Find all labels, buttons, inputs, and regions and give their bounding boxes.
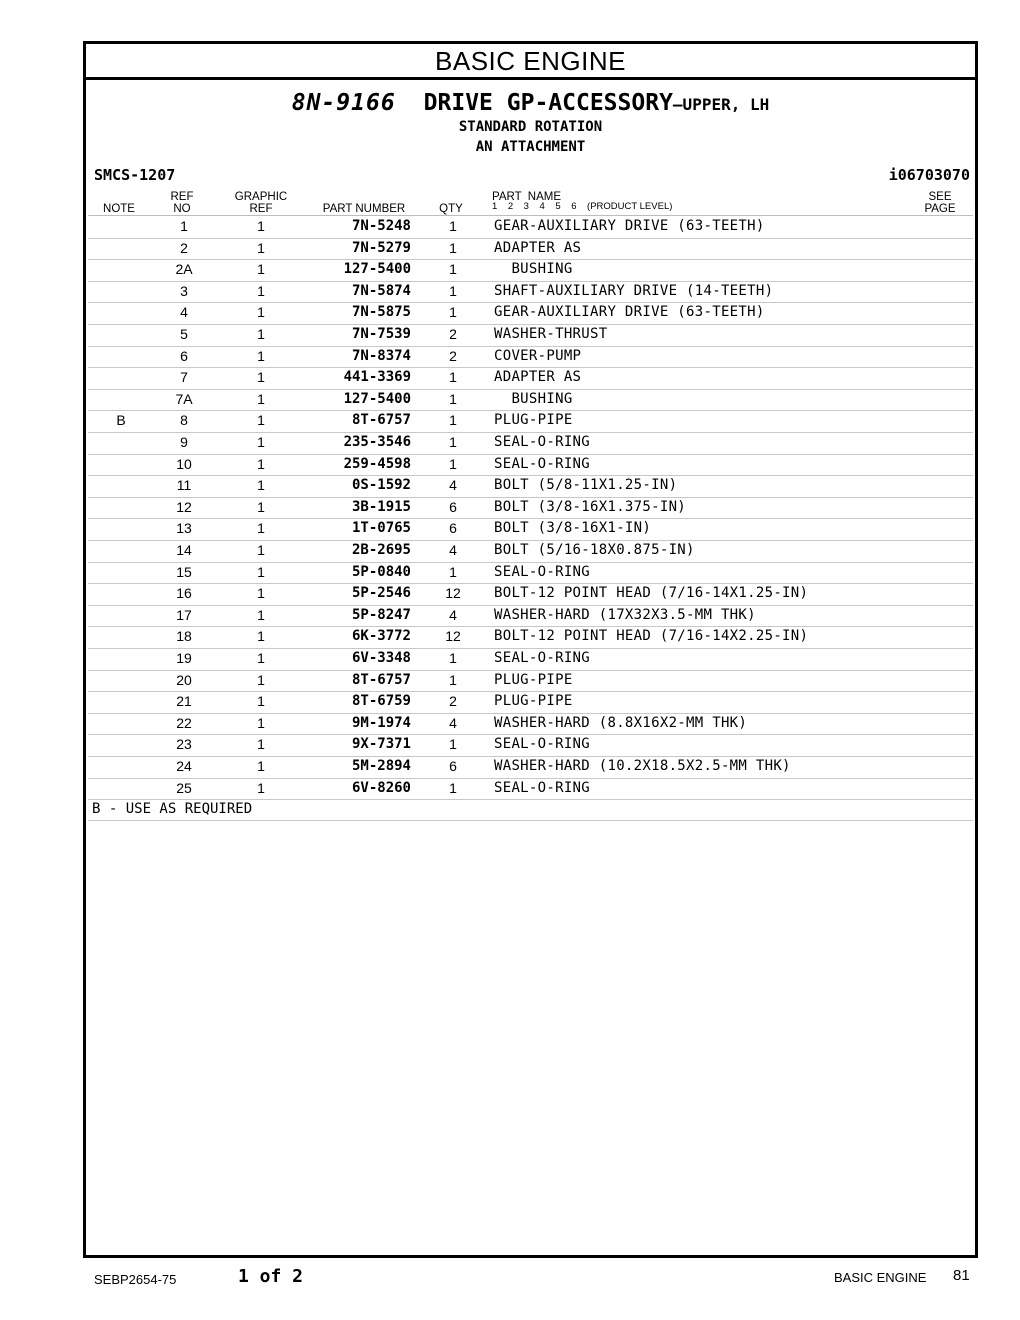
col-ref-header-bottom: NO xyxy=(173,203,191,215)
graphic-ref: 1 xyxy=(257,434,265,450)
graphic-ref: 1 xyxy=(257,779,265,796)
part-name: PLUG-PIPE xyxy=(494,671,573,688)
ref-number: 13 xyxy=(176,520,192,537)
graphic-ref: 1 xyxy=(257,650,265,666)
table-row xyxy=(88,216,973,239)
table-row xyxy=(88,518,973,541)
footnote-row xyxy=(88,799,973,821)
quantity: 2 xyxy=(449,347,457,364)
part-name: SEAL-O-RING xyxy=(494,563,591,580)
quantity: 12 xyxy=(445,628,461,645)
part-note: B xyxy=(116,412,126,429)
part-name: BOLT-12 POINT HEAD (7/16-14X1.25-IN) xyxy=(494,585,809,602)
part-name: WASHER-HARD (8.8X16X2-MM THK) xyxy=(494,714,748,731)
ref-number: 17 xyxy=(176,606,192,623)
table-row xyxy=(88,281,973,304)
graphic-ref: 1 xyxy=(257,606,265,623)
table-row xyxy=(88,454,973,477)
graphic-ref: 1 xyxy=(257,239,265,256)
ref-number: 1 xyxy=(180,218,188,234)
quantity: 4 xyxy=(449,606,457,623)
graphic-ref: 1 xyxy=(257,693,265,710)
ref-number: 2 xyxy=(180,239,188,256)
graphic-ref: 1 xyxy=(257,758,265,774)
graphic-ref: 1 xyxy=(257,390,265,407)
part-name: WASHER-HARD (17X32X3.5-MM THK) xyxy=(494,606,756,623)
part-name: ADAPTER AS xyxy=(494,369,582,386)
graphic-ref: 1 xyxy=(257,282,265,299)
part-number: 5P-0840 xyxy=(351,563,411,580)
part-number: 7N-5279 xyxy=(351,239,411,256)
part-number: 1T-0765 xyxy=(351,520,411,537)
ref-number: 5 xyxy=(180,326,188,342)
quantity: 1 xyxy=(449,455,457,472)
part-number: 6V-3348 xyxy=(351,650,411,666)
table-row xyxy=(88,583,973,606)
part-number: 7N-8374 xyxy=(351,347,411,364)
col-ref-header-top: REF xyxy=(170,191,194,203)
graphic-ref: 1 xyxy=(257,563,265,580)
table-row xyxy=(88,734,973,757)
ref-number: 20 xyxy=(176,671,192,688)
part-name: PLUG-PIPE xyxy=(494,412,573,429)
part-number: 7N-7539 xyxy=(351,326,411,342)
graphic-ref: 1 xyxy=(257,347,265,364)
graphic-ref: 1 xyxy=(257,498,265,515)
graphic-ref: 1 xyxy=(257,369,265,386)
table-row xyxy=(88,648,973,671)
quantity: 6 xyxy=(449,520,457,537)
quantity: 1 xyxy=(449,563,457,580)
part-name: BUSHING xyxy=(494,261,573,278)
part-name: SEAL-O-RING xyxy=(494,650,591,666)
ref-number: 7A xyxy=(175,390,193,407)
ref-number: 2A xyxy=(175,261,193,278)
table-row xyxy=(88,259,973,282)
ref-number: 9 xyxy=(180,434,188,450)
illustration-id: i06703070 xyxy=(888,166,970,184)
part-name: WASHER-HARD (10.2X18.5X2.5-MM THK) xyxy=(494,758,791,774)
ref-number: 16 xyxy=(176,585,192,602)
quantity: 1 xyxy=(449,736,457,753)
quantity: 1 xyxy=(449,779,457,796)
graphic-ref: 1 xyxy=(257,477,265,494)
graphic-ref: 1 xyxy=(257,628,265,645)
part-number: 441-3369 xyxy=(343,369,411,386)
section-title: BASIC ENGINE xyxy=(86,44,975,80)
part-number: 3B-1915 xyxy=(351,498,411,515)
table-row xyxy=(88,540,973,563)
group-heading xyxy=(86,88,975,120)
quantity: 4 xyxy=(449,477,457,494)
part-number: 5M-2894 xyxy=(351,758,411,774)
col-see-header-bottom: PAGE xyxy=(924,203,956,215)
smcs-code: SMCS-1207 xyxy=(94,166,176,184)
quantity: 1 xyxy=(449,369,457,386)
footnote-text: B - USE AS REQUIRED xyxy=(92,801,253,818)
part-name: BOLT-12 POINT HEAD (7/16-14X2.25-IN) xyxy=(494,628,809,645)
quantity: 1 xyxy=(449,412,457,429)
quantity: 1 xyxy=(449,650,457,666)
ref-number: 11 xyxy=(176,477,192,494)
quantity: 12 xyxy=(445,585,461,602)
col-part-name-header: PART NAME xyxy=(492,191,562,203)
part-name: BOLT (5/8-11X1.25-IN) xyxy=(494,477,678,494)
table-row xyxy=(88,238,973,261)
ref-number: 8 xyxy=(180,412,188,429)
quantity: 1 xyxy=(449,304,457,321)
group-subtitle-attachment: AN ATTACHMENT xyxy=(475,139,586,155)
quantity: 1 xyxy=(449,261,457,278)
part-name: SEAL-O-RING xyxy=(494,736,591,753)
col-part-number-header: PART NUMBER xyxy=(322,203,406,215)
part-number: 6V-8260 xyxy=(351,779,411,796)
part-name: PLUG-PIPE xyxy=(494,693,573,710)
part-name: GEAR-AUXILIARY DRIVE (63-TEETH) xyxy=(494,304,765,321)
ref-number: 25 xyxy=(176,779,192,796)
quantity: 6 xyxy=(449,758,457,774)
part-name: BUSHING xyxy=(494,390,573,407)
part-number: 8T-6757 xyxy=(351,671,411,688)
graphic-ref: 1 xyxy=(257,736,265,753)
product-level-header: 1 2 3 4 5 6 (PRODUCT LEVEL) xyxy=(492,201,673,212)
quantity: 1 xyxy=(449,434,457,450)
ref-number: 7 xyxy=(180,369,188,386)
graphic-ref: 1 xyxy=(257,542,265,558)
table-row xyxy=(88,605,973,628)
part-name: ADAPTER AS xyxy=(494,239,582,256)
graphic-ref: 1 xyxy=(257,671,265,688)
table-row xyxy=(88,778,973,801)
quantity: 1 xyxy=(449,671,457,688)
part-number: 7N-5248 xyxy=(351,218,411,234)
part-number: 235-3546 xyxy=(343,434,411,450)
quantity: 1 xyxy=(449,218,457,234)
ref-number: 10 xyxy=(176,455,192,472)
part-number: 5P-8247 xyxy=(351,606,411,623)
part-name: GEAR-AUXILIARY DRIVE (63-TEETH) xyxy=(494,218,765,234)
footer-document-id: SEBP2654-75 xyxy=(94,1272,177,1287)
graphic-ref: 1 xyxy=(257,714,265,731)
table-row xyxy=(88,756,973,779)
col-note-header: NOTE xyxy=(103,203,135,215)
quantity: 2 xyxy=(449,326,457,342)
graphic-ref: 1 xyxy=(257,261,265,278)
col-graphic-header-top: GRAPHIC xyxy=(234,191,288,203)
ref-number: 22 xyxy=(176,714,192,731)
quantity: 4 xyxy=(449,714,457,731)
part-name: WASHER-THRUST xyxy=(494,326,608,342)
col-qty-header: QTY xyxy=(439,203,463,215)
part-number: 0S-1592 xyxy=(351,477,411,494)
ref-number: 12 xyxy=(176,498,192,515)
part-name: BOLT (3/8-16X1.375-IN) xyxy=(494,498,687,515)
table-row xyxy=(88,562,973,585)
table-row xyxy=(88,367,973,390)
part-number: 259-4598 xyxy=(343,455,411,472)
ref-number: 23 xyxy=(176,736,192,753)
graphic-ref: 1 xyxy=(257,218,265,234)
table-row xyxy=(88,346,973,369)
part-name: SHAFT-AUXILIARY DRIVE (14-TEETH) xyxy=(494,282,774,299)
ref-number: 18 xyxy=(176,628,192,645)
table-row xyxy=(88,389,973,412)
group-suffix: —UPPER, LH xyxy=(672,95,770,114)
table-row xyxy=(88,324,973,347)
ref-number: 3 xyxy=(180,282,188,299)
graphic-ref: 1 xyxy=(257,304,265,321)
part-number: 2B-2695 xyxy=(351,542,411,558)
part-number: 127-5400 xyxy=(343,390,411,407)
col-see-header-top: SEE xyxy=(928,191,952,203)
group-name: DRIVE GP-ACCESSORY xyxy=(423,90,673,116)
part-name: BOLT (5/16-18X0.875-IN) xyxy=(494,542,695,558)
table-row xyxy=(88,626,973,649)
parts-page-frame xyxy=(83,41,978,1258)
footer-section-name: BASIC ENGINE xyxy=(834,1270,927,1285)
quantity: 1 xyxy=(449,282,457,299)
ref-number: 14 xyxy=(176,542,192,558)
ref-number: 24 xyxy=(176,758,192,774)
group-subtitle-rotation: STANDARD ROTATION xyxy=(458,119,603,135)
quantity: 4 xyxy=(449,542,457,558)
table-row xyxy=(88,410,973,433)
part-number: 8T-6759 xyxy=(351,693,411,710)
part-name: SEAL-O-RING xyxy=(494,434,591,450)
part-name: SEAL-O-RING xyxy=(494,455,591,472)
footer-page-number: 81 xyxy=(953,1267,970,1284)
table-row xyxy=(88,497,973,520)
group-part-number: 8N-9166 xyxy=(291,90,396,116)
table-row xyxy=(88,691,973,714)
graphic-ref: 1 xyxy=(257,520,265,537)
ref-number: 19 xyxy=(176,650,192,666)
graphic-ref: 1 xyxy=(257,455,265,472)
part-number: 9X-7371 xyxy=(351,736,411,753)
quantity: 1 xyxy=(449,390,457,407)
footer-page-of: 1 of 2 xyxy=(238,1266,304,1287)
ref-number: 4 xyxy=(180,304,188,321)
table-row xyxy=(88,475,973,498)
part-number: 8T-6757 xyxy=(351,412,411,429)
part-number: 9M-1974 xyxy=(351,714,411,731)
table-row xyxy=(88,432,973,455)
quantity: 2 xyxy=(449,693,457,710)
part-name: BOLT (3/8-16X1-IN) xyxy=(494,520,652,537)
quantity: 6 xyxy=(449,498,457,515)
col-graphic-header-bottom: REF xyxy=(249,203,273,215)
part-number: 6K-3772 xyxy=(351,628,411,645)
quantity: 1 xyxy=(449,239,457,256)
part-number: 127-5400 xyxy=(343,261,411,278)
graphic-ref: 1 xyxy=(257,326,265,342)
ref-number: 6 xyxy=(180,347,188,364)
table-row xyxy=(88,670,973,693)
table-row xyxy=(88,713,973,736)
part-number: 5P-2546 xyxy=(351,585,411,602)
graphic-ref: 1 xyxy=(257,412,265,429)
ref-number: 21 xyxy=(176,693,192,710)
table-row xyxy=(88,302,973,325)
graphic-ref: 1 xyxy=(257,585,265,602)
part-name: COVER-PUMP xyxy=(494,347,582,364)
part-name: SEAL-O-RING xyxy=(494,779,591,796)
part-number: 7N-5874 xyxy=(351,282,411,299)
ref-number: 15 xyxy=(176,563,192,580)
part-number: 7N-5875 xyxy=(351,304,411,321)
